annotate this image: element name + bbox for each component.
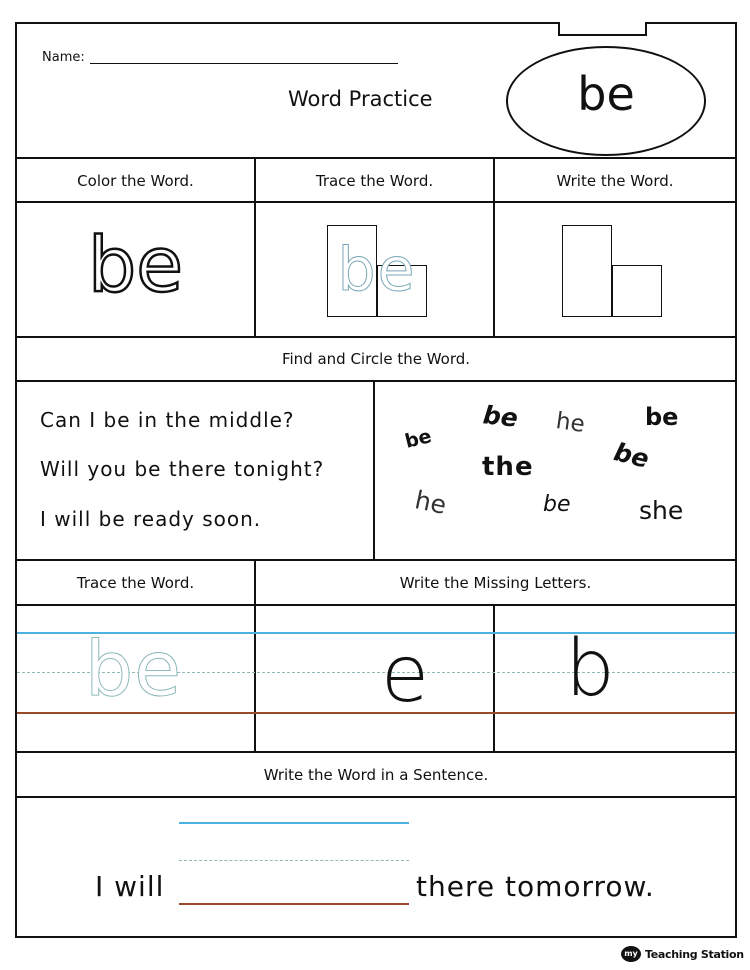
sentence-guide-mid	[179, 860, 409, 861]
brand-logo-icon: my	[621, 946, 641, 962]
notch-bottom	[558, 34, 647, 36]
frame-notch	[560, 18, 646, 28]
scatter-word[interactable]: be	[611, 437, 652, 474]
page-title: Word Practice	[288, 87, 433, 111]
scatter-word[interactable]: be	[402, 425, 434, 453]
color-word-label: Color the Word.	[77, 172, 194, 190]
scatter-word[interactable]: he	[412, 485, 449, 520]
divider	[15, 604, 737, 606]
sentence-guide-top	[179, 822, 409, 824]
missing-letter-1[interactable]: e	[381, 630, 429, 720]
scatter-word[interactable]: he	[554, 408, 587, 438]
trace-word-label: Trace the Word.	[315, 172, 434, 190]
find-circle-label: Find and Circle the Word.	[281, 350, 471, 368]
sentence-blank-line[interactable]	[179, 903, 409, 905]
trace-word-label-2: Trace the Word.	[76, 574, 195, 592]
sentence-1: Can I be in the middle?	[40, 408, 295, 432]
missing-letters-label: Write the Missing Letters.	[399, 574, 592, 592]
divider	[15, 201, 737, 203]
divider	[15, 559, 737, 561]
scatter-word[interactable]: be	[481, 400, 520, 433]
write-word-label: Write the Word.	[556, 172, 674, 190]
brand-name: Teaching Station	[645, 948, 744, 961]
sentence-start: I will	[95, 870, 165, 903]
trace-word-2[interactable]: be	[85, 624, 182, 713]
missing-letter-2[interactable]: b	[565, 624, 615, 714]
scatter-word[interactable]: be	[645, 403, 679, 431]
divider	[373, 380, 375, 560]
sentence-end: there tomorrow.	[416, 870, 655, 903]
name-label: Name:	[42, 50, 85, 65]
divider	[15, 380, 737, 382]
target-word: be	[577, 67, 635, 121]
write-box-short[interactable]	[612, 265, 662, 317]
sentence-2: Will you be there tonight?	[40, 457, 325, 481]
divider	[493, 604, 495, 752]
trace-word: be	[337, 235, 417, 305]
sentence-3: I will be ready soon.	[40, 507, 262, 531]
write-box-tall[interactable]	[562, 225, 612, 317]
divider	[15, 796, 737, 798]
sentence-label: Write the Word in a Sentence.	[263, 766, 489, 784]
scatter-word[interactable]: she	[639, 496, 684, 525]
divider	[15, 336, 737, 338]
scatter-word[interactable]: the	[482, 452, 534, 482]
name-line[interactable]	[90, 63, 398, 64]
divider	[15, 157, 737, 159]
divider	[15, 751, 737, 753]
color-word[interactable]: be	[88, 220, 183, 309]
scatter-word[interactable]: be	[543, 492, 571, 517]
